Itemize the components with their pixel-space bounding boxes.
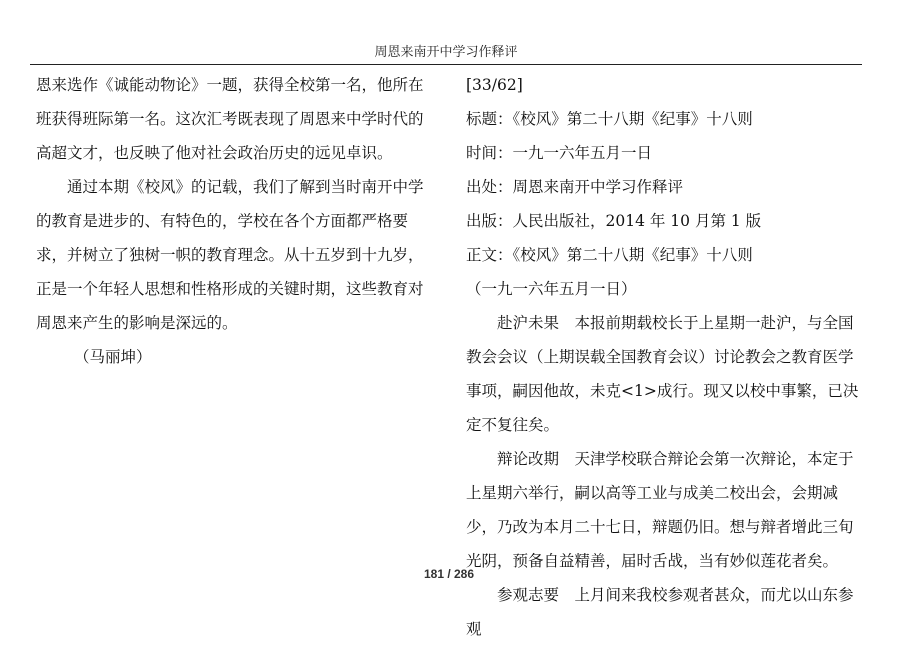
paragraph-2: 通过本期《校风》的记载，我们了解到当时南开中学的教育是进步的、有特色的，学校在各个方面都严格要求，并树立了独树一帜的教育理念。从十五岁到十九岁，正是一个年轻人思想和性格形成的关键时期，这些教育对周恩来产生的影响是深远的。	[36, 178, 424, 332]
meta-date: （一九一六年五月一日）	[466, 280, 637, 298]
document-index: [33/62]	[466, 76, 523, 94]
news-item-2-title: 辩论改期	[497, 450, 560, 468]
meta-body: 正文：《校风》第二十八期《纪事》十八则	[466, 246, 753, 264]
news-item-1	[466, 306, 866, 442]
header-rule	[30, 64, 862, 65]
page-number: 181 / 286	[423, 567, 475, 581]
author-signature: （马丽坤）	[74, 348, 152, 366]
paragraph-1: 恩来选作《诚能动物论》一题，获得全校第一名，他所在班获得班际第一名。这次汇考既表现了周恩来中学时代的高超文才，也反映了他对社会政治历史的远见卓识。	[36, 76, 424, 162]
meta-title: 标题：《校风》第二十八期《纪事》十八则	[466, 110, 753, 128]
right-column	[466, 68, 866, 646]
running-header: 周恩来南开中学习作释评	[374, 45, 518, 60]
news-item-2	[466, 442, 866, 578]
news-item-3	[466, 578, 866, 646]
meta-publisher: 出版：人民出版社，2014 年 10 月第 1 版	[466, 212, 762, 230]
news-item-1-text: 本报前期载校长于上星期一赴沪，与全国教会会议（上期误载全国教育会议）讨论教会之教育医学事项，嗣因他故，未克<1>成行。现又以校中事繁，已决定不复往矣。	[466, 314, 859, 434]
news-item-1-title: 赴沪未果	[497, 314, 560, 332]
news-item-2-text: 天津学校联合辩论会第一次辩论，本定于上星期六举行，嗣以高等工业与成美二校出会，会期减少，乃改为本月二十七日，辩题仍旧。想与辩者增此三旬光阴，预备自益精善，届时舌战，当有妙似莲花者矣。	[466, 450, 854, 570]
meta-time: 时间：一九一六年五月一日	[466, 144, 653, 162]
left-column	[36, 68, 436, 374]
news-item-3-text: 上月间来我校参观者甚众，而尤以山东参观	[466, 586, 854, 638]
meta-source: 出处：周恩来南开中学习作释评	[466, 178, 684, 196]
news-item-3-title: 参观志要	[497, 586, 560, 604]
